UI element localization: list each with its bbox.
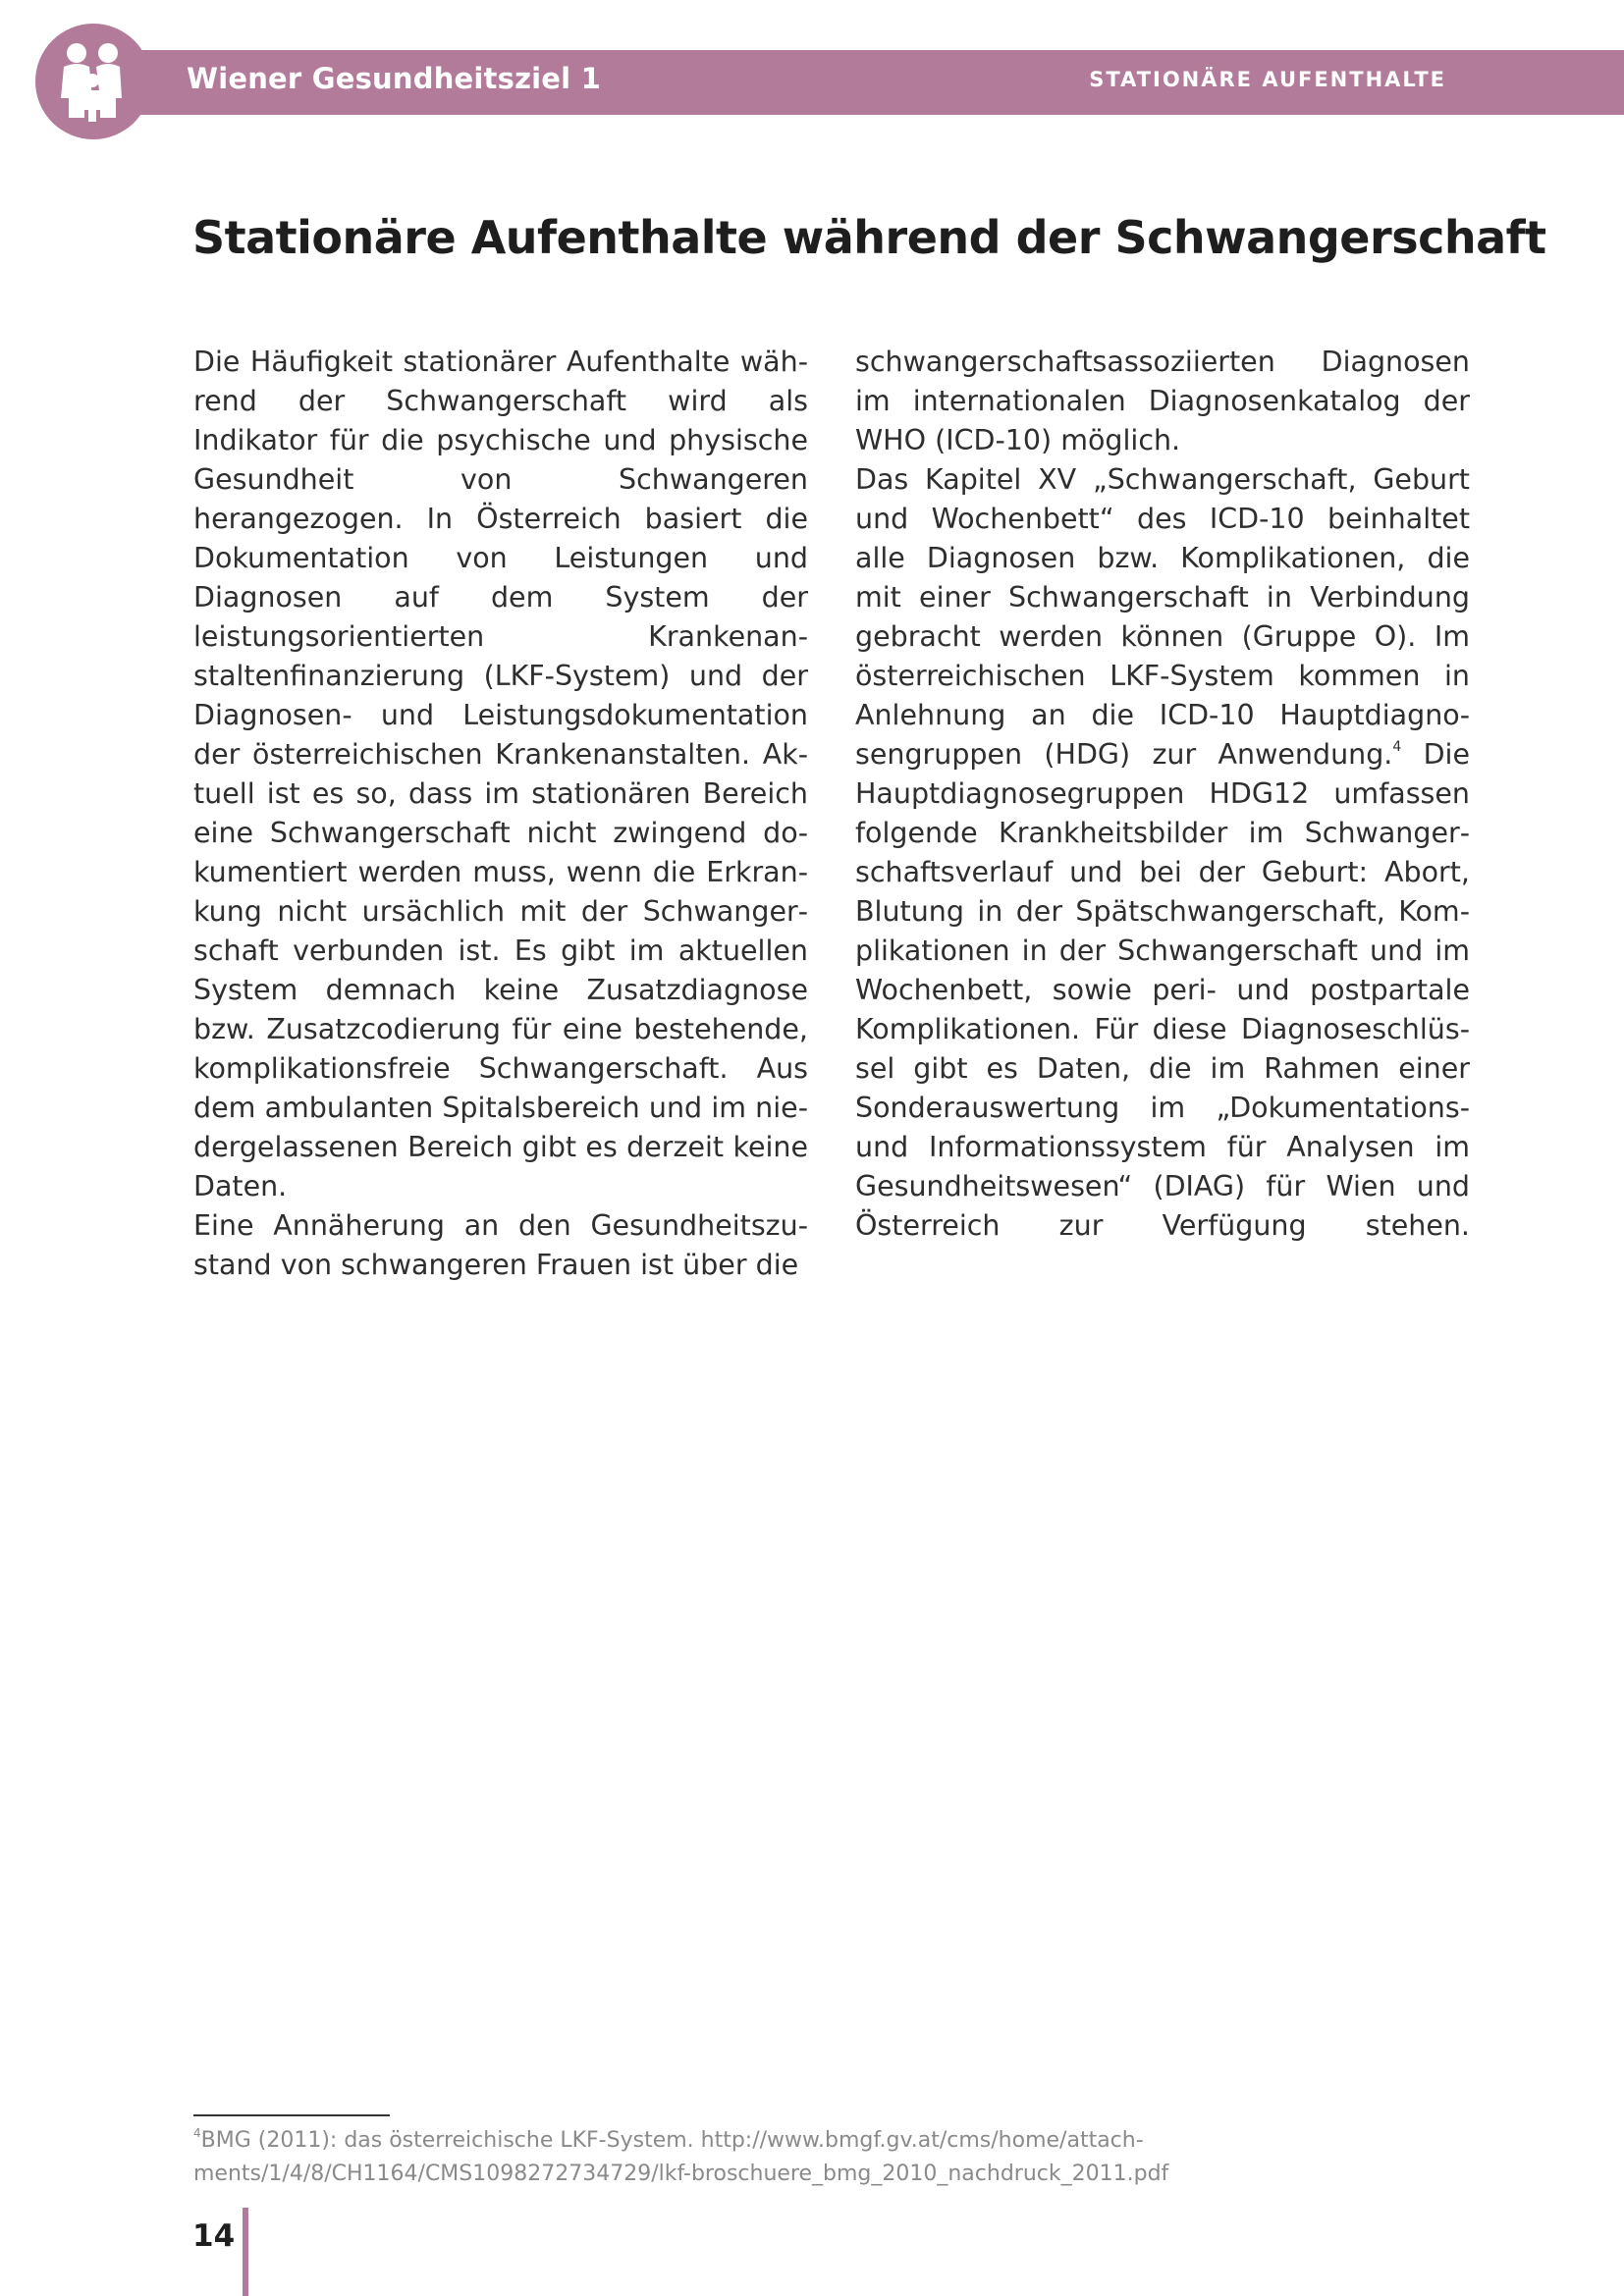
footnote xyxy=(193,2124,1273,2191)
header-section-label: STATIONÄRE AUFENTHALTE xyxy=(1089,68,1446,91)
header-title: Wiener Gesundheitsziel 1 xyxy=(187,62,601,95)
logo xyxy=(35,24,151,139)
paragraph: Eine Annäherung an den Gesundheitszustand von schwangeren Frauen ist über die xyxy=(193,1209,808,1281)
footnote-divider xyxy=(193,2114,390,2116)
paragraph: Die Häufigkeit stationärer Aufenthalte während der Schwangerschaft wird als Indikator für die psychische und physische Gesundheit von Schwangeren herangezogen. In Österreich basiert die Dokumentation von Leistungen und Diagnosen auf dem System der leistungsorientierten Krankenanstaltenfinanzierung (LKF-System) und der Diagnosen- und Leistungsdokumentation der österreichischen Krankenanstalten. Aktuell ist es so, dass im stationären Bereich eine Schwangerschaft nicht zwingend dokumentiert werden muss, wenn die Erkrankung nicht ursächlich mit der Schwangerschaft verbunden ist. Es gibt im aktuellen System demnach keine Zusatzdiagnose bzw. Zusatzcodierung für eine bestehende, komplikationsfreie Schwangerschaft. Aus dem ambulanten Spitalsbereich und im niedergelassenen Bereich gibt es derzeit keine Daten. xyxy=(193,346,808,1202)
page-number: 14 xyxy=(192,2218,236,2254)
text-column-right xyxy=(855,343,1470,1246)
paragraph xyxy=(855,460,1470,1246)
footnote-text: BMG (2011): das österreichische LKF-System. http://www.bmgf.gv.at/cms/home/attachments/1/4/8/CH1164/CMS1098272734729/lkf-broschuere_bmg_2010_nachdruck_2011.pdf xyxy=(193,2128,1169,2186)
paragraph-text: Das Kapitel XV „Schwangerschaft, Geburt und Wochenbett“ des ICD-10 beinhaltet alle Diagnosen bzw. Komplikationen, die mit einer Schwangerschaft in Verbindung gebracht werden können (Gruppe O). Im österreichischen LKF-System kommen in Anlehnung an die ICD-10 Hauptdiagnosengruppen (HDG) zur Anwendung. xyxy=(855,463,1470,771)
family-icon xyxy=(35,24,151,139)
paragraph: schwangerschaftsassoziierten Diagnosen im internationalen Diagnosenkatalog der WHO (ICD-10) möglich. xyxy=(855,346,1470,456)
page-number-bar xyxy=(243,2208,248,2296)
page-title: Stationäre Aufenthalte während der Schwangerschaft xyxy=(192,211,1546,264)
footnote-marker: 4 xyxy=(193,2126,201,2140)
text-column-left xyxy=(193,343,808,1285)
footnote-reference[interactable]: 4 xyxy=(1392,739,1402,755)
paragraph-text: Die Hauptdiagnosegruppen HDG12 umfassen folgende Krankheitsbilder im Schwangerschaftsverlauf und bei der Geburt: Abort, Blutung in der Spätschwangerschaft, Komplikationen in der Schwangerschaft und im Wochenbett, sowie peri- und postpartale Komplikationen. Für diese Diagnoseschlüssel gibt es Daten, die im Rahmen einer Sonderauswertung im „Dokumentations- und Informationssystem für Analysen im Gesundheitswesen“ (DIAG) für Wien und Österreich zur Verfügung stehen. xyxy=(855,738,1470,1242)
